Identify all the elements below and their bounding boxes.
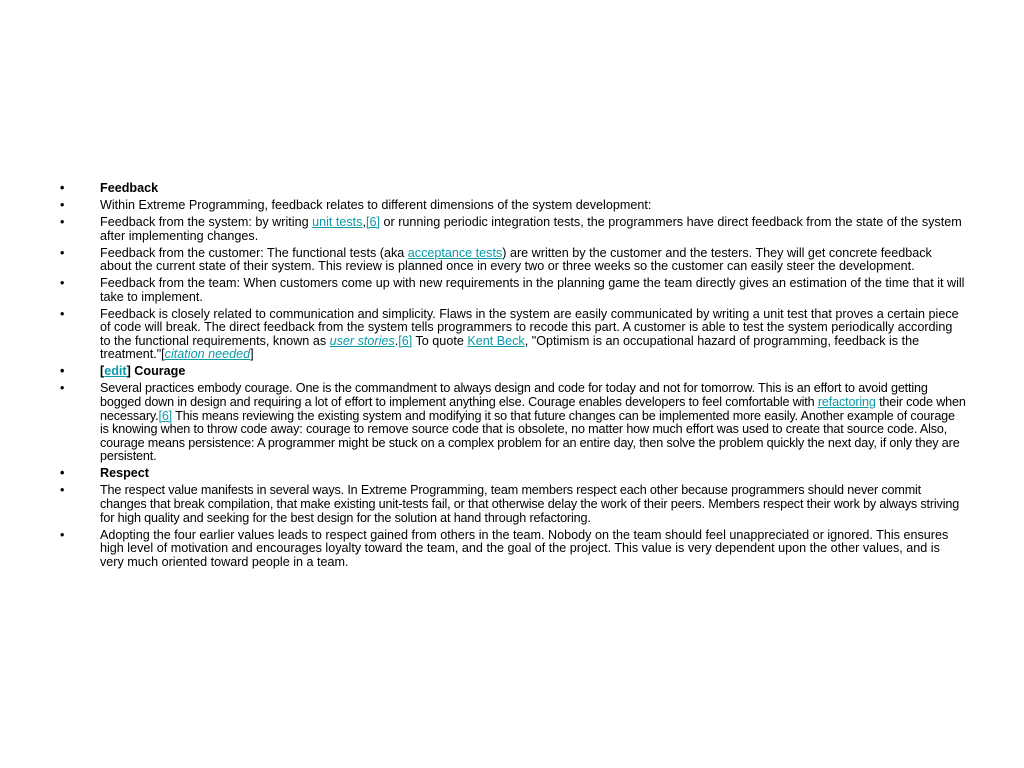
citation-needed-link[interactable]: citation needed [164,347,251,362]
reference-link[interactable]: [6] [398,333,413,348]
item-text: , [362,214,366,229]
list-item [0,216,966,243]
heading-respect [0,467,966,481]
item-text: , "Optimism is an occupational hazard of programming, feedback is the treatment."[ [100,333,920,362]
item-text: This means reviewing the existing system and modifying it so that future changes can be implemented more easily. Another example of courage is knowing when to throw code away: courage to remove source code that is obsolete, no matter how much effort was used to create that source code. Also, courage means persistence: A programmer might be stuck on a complex problem for an entire day, then solve the problem quickly the next day, if only they are persistent. [100,408,960,464]
edit-link[interactable]: edit [104,364,127,379]
item-text: Feedback is closely related to communication and simplicity. Flaws in the system are easily communicated by writing a unit test that proves a certain piece of code will break. The direct feedback from the system tells programmers to recode this part. A customer is able to test the system periodically according to the functional requirements, known as [100,306,959,348]
bullet-icon: • [60,364,65,379]
kent-beck-link[interactable]: Kent Beck [467,333,525,348]
bullet-icon: • [60,276,65,291]
list-item [0,277,966,304]
bullet-icon: • [60,181,65,195]
heading-text: ] Courage [126,364,186,379]
heading-text: [ [100,364,105,379]
heading-courage [0,365,966,379]
item-text: . [394,333,399,348]
item-text: Feedback from the customer: The functional tests (aka [100,245,408,260]
list-item [0,484,966,525]
bullet-icon: • [60,245,65,260]
heading-text: Respect [100,466,149,481]
item-text: Adopting the four earlier values leads to respect gained from others in the team. Nobody on the team should feel unappreciated or ignored. This ensures high level of motivation and encourages loyalty toward the team, and the goal of the project. This value is very dependent upon the other values, and is very much oriented toward people in a team. [100,527,949,569]
bullet-icon: • [60,466,65,481]
item-text: Several practices embody courage. One is the commandment to always design and code for today and not for tomorrow. This is an effort to avoid getting bogged down in design and requiring a lot of effort to implement anything else. Courage enables developers to feel comfortable with [100,381,928,410]
user-stories-link[interactable]: user stories [329,333,395,348]
unit-tests-link[interactable]: unit tests [312,214,363,229]
reference-link[interactable]: [6] [365,214,380,229]
refactoring-link[interactable]: refactoring [817,395,876,410]
bullet-icon: • [60,306,65,321]
bullet-icon: • [60,197,65,212]
list-item [0,382,966,464]
item-text: The respect value manifests in several ways. In Extreme Programming, team members respect each other because programmers should never commit changes that break compilation, that make existing unit-tests fail, or that otherwise delay the work of their peers. Members respect their work by always striving for high quality and seeking for the best design for the solution at hand through refactoring. [100,483,960,525]
bullet-icon: • [60,527,65,542]
bullet-icon: • [60,381,65,396]
item-text: or running periodic integration tests, the programmers have direct feedback from the state of the system after implementing changes. [100,214,962,243]
bullet-icon: • [60,483,65,498]
list-item [0,247,966,274]
bullet-list [0,182,966,573]
item-text: To quote [412,333,468,348]
heading-text: Feedback [100,181,159,195]
reference-link[interactable]: [6] [158,408,173,423]
item-text: their code when necessary. [100,395,966,423]
item-text: ] [250,347,254,362]
heading-feedback [0,182,966,196]
item-text: Within Extreme Programming, feedback relates to different dimensions of the system development: [100,197,652,212]
item-text: Feedback from the system: by writing [100,214,313,229]
bullet-icon: • [60,214,65,229]
item-text: Feedback from the team: When customers come up with new requirements in the planning game the team directly gives an estimation of the time that it will take to implement. [100,276,965,304]
list-item [0,529,966,570]
list-item [0,199,966,213]
item-text: ) are written by the customer and the testers. They will get concrete feedback about the current state of their system. This review is planned once in every two or three weeks so the customer can easily steer the development. [100,245,932,274]
acceptance-tests-link[interactable]: acceptance tests [407,245,503,260]
list-item [0,308,966,362]
